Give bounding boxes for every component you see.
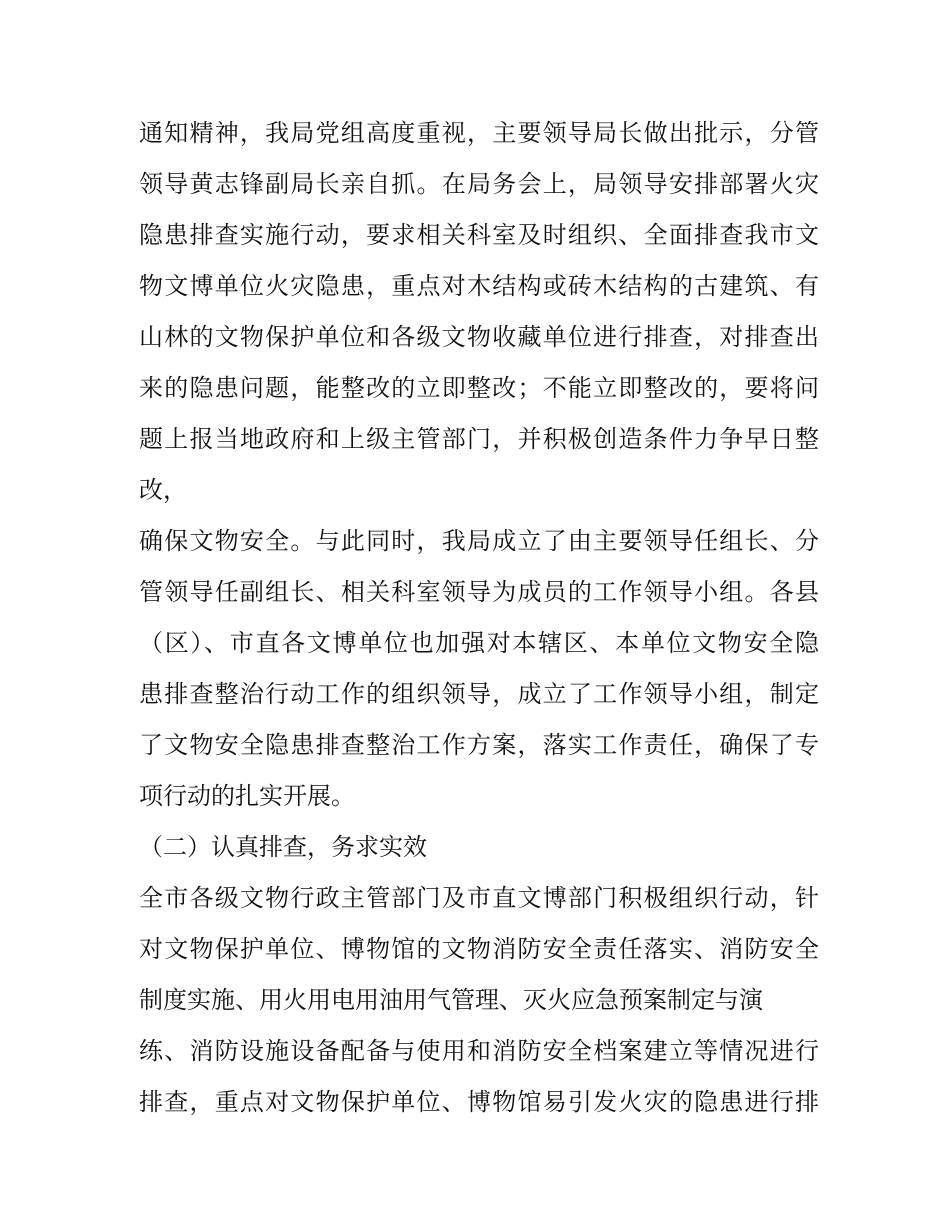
text-line: 山林的文物保护单位和各级文物收藏单位进行排查，对排查出: [139, 323, 819, 351]
text-line: 对文物保护单位、博物馆的文物消防安全责任落实、消防安全: [139, 935, 819, 963]
text-line: 来的隐患问题，能整改的立即整改；不能立即整改的，要将问: [139, 374, 819, 402]
text-line: 项行动的扎实开展。: [139, 782, 355, 810]
text-line: 患排查整治行动工作的组织领导，成立了工作领导小组，制定: [139, 680, 819, 708]
text-line: 物文博单位火灾隐患，重点对木结构或砖木结构的古建筑、有: [139, 272, 819, 300]
text-line: 隐患排查实施行动，要求相关科室及时组织、全面排查我市文: [139, 221, 819, 249]
section-heading: （二）认真排查，务求实效: [139, 833, 427, 861]
text-line: （区）、市直各文博单位也加强对本辖区、本单位文物安全隐: [139, 629, 819, 657]
text-line: 制度实施、用火用电用油用气管理、灭火应急预案制定与演: [139, 986, 763, 1014]
text-line: 通知精神，我局党组高度重视，主要领导局长做出批示，分管: [139, 119, 819, 147]
document-body: [139, 108, 819, 1128]
text-line: 了文物安全隐患排查整治工作方案，落实工作责任，确保了专: [139, 731, 819, 759]
text-line: 排查，重点对文物保护单位、博物馆易引发火灾的隐患进行排: [139, 1088, 819, 1116]
text-line: 题上报当地政府和上级主管部门，并积极创造条件力争早日整: [139, 425, 819, 453]
text-line: 管领导任副组长、相关科室领导为成员的工作领导小组。各县: [139, 578, 819, 606]
text-line: 确保文物安全。与此同时，我局成立了由主要领导任组长、分: [139, 527, 819, 555]
text-line: 练、消防设施设备配备与使用和消防安全档案建立等情况进行: [139, 1037, 819, 1065]
text-line: 领导黄志锋副局长亲自抓。在局务会上，局领导安排部署火灾: [139, 170, 819, 198]
text-line: 改，: [139, 476, 187, 504]
text-line: 全市各级文物行政主管部门及市直文博部门积极组织行动，针: [139, 884, 819, 912]
